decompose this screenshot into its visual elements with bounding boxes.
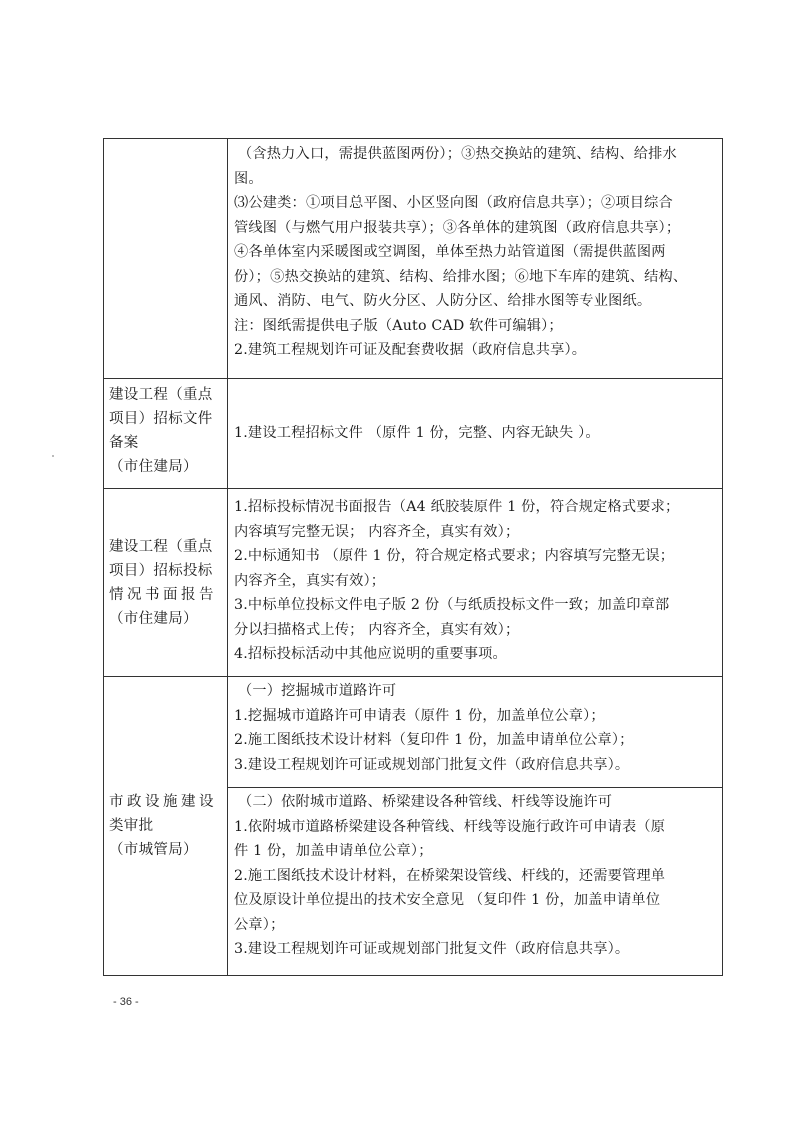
content-line: 1.挖掘城市道路许可申请表（原件 1 份，加盖单位公章）； [234, 707, 605, 724]
row-label-line: 情况书面报告 [109, 586, 217, 603]
section-heading: （一）挖掘城市道路许可 [238, 683, 397, 699]
content-line: 2.中标通知书 （原件 1 份，符合规定格式要求；内容填写完整无误； [234, 548, 675, 564]
content-line: 公章）； [234, 916, 285, 933]
content-line: 注：图纸需提供电子版（Auto CAD 软件可编辑）； [234, 317, 563, 334]
row-label-cell [104, 677, 228, 976]
row-content-cell [228, 139, 723, 379]
row-label-cell [104, 139, 228, 379]
row-label-line: 市政设施建设 [109, 794, 217, 810]
content-line: 通风、消防、电气、防火分区、人防分区、给排水图等专业图纸。 [234, 293, 652, 309]
content-line: 1.依附城市道路桥梁建设各种管线、杆线等设施行政许可申请表（原 [234, 818, 666, 835]
content-line: 3.建设工程规划许可证或规划部门批复文件（政府信息共享）。 [234, 941, 630, 957]
content-line: （含热力入口，需提供蓝图两份）；③热交换站的建筑、结构、给排水 [238, 146, 677, 162]
content-line: 件 1 份，加盖申请单位公章）； [234, 843, 433, 859]
row-label-line: 项目）招标投标 [109, 562, 213, 579]
row-label-line: （市住建局） [109, 459, 198, 475]
content-line: 3.中标单位投标文件电子版 2 份（与纸质投标文件一致；加盖印章部 [234, 597, 670, 613]
row-label-cell [104, 379, 228, 489]
row-content-cell [228, 379, 723, 489]
content-line: 位及原设计单位提出的技术安全意见 （复印件 1 份，加盖申请单位 [234, 892, 661, 908]
content-line: 内容齐全，真实有效）； [234, 572, 386, 589]
row-content-cell [228, 788, 723, 976]
content-line: 2.建筑工程规划许可证及配套费收据（政府信息共享）。 [234, 342, 587, 358]
content-line: 1.建设工程招标文件 （原件 1 份，完整、内容无缺失 ）。 [234, 425, 600, 442]
row-label-line: 项目）招标文件 [109, 411, 213, 427]
section-heading: （二）依附城市道路、桥梁建设各种管线、杆线等设施许可 [238, 794, 613, 810]
content-line: 1.招标投标情况书面报告（A4 纸胶装原件 1 份，符合规定格式要求； [234, 499, 680, 515]
content-line: 3.建设工程规划许可证或规划部门批复文件（政府信息共享）。 [234, 756, 630, 773]
row-label-line: 备案 [109, 435, 139, 451]
content-line: 分以扫描格式上传； 内容齐全，真实有效）； [234, 621, 520, 638]
table-row [104, 139, 723, 379]
table-row [104, 489, 723, 677]
scan-speck [52, 455, 54, 457]
content-line: 管线图（与燃气用户报装共享）；③各单体的建筑图（政府信息共享）； [234, 219, 681, 236]
content-line: 内容填写完整无误； 内容齐全，真实有效）； [234, 523, 520, 540]
content-line: ④各单体室内采暖图或空调图，单体至热力站管道图（需提供蓝图两 [234, 244, 666, 260]
content-line: 2.施工图纸技术设计材料，在桥梁架设管线、杆线的，还需要管理单 [234, 867, 666, 884]
row-content-cell [228, 489, 723, 677]
row-label-line: 建设工程（重点 [109, 538, 213, 555]
row-label-cell [104, 489, 228, 677]
content-line: 4.招标投标活动中其他应说明的重要事项。 [234, 646, 507, 662]
row-label-line: 类审批 [109, 818, 154, 834]
content-line: 图。 [234, 170, 263, 187]
row-label-line: （市住建局） [109, 610, 198, 627]
table-row [104, 677, 723, 788]
row-label-line: （市城管局） [109, 842, 198, 858]
row-content-cell [228, 677, 723, 788]
page-number: - 36 - [113, 996, 139, 1008]
row-label-line: 建设工程（重点 [109, 387, 213, 403]
content-line: 2.施工图纸技术设计材料（复印件 1 份，加盖申请单位公章）； [234, 732, 634, 748]
table-row [104, 379, 723, 489]
content-line: 份）；⑤热交换站的建筑、结构、给排水图；⑥地下车库的建筑、结构、 [234, 268, 688, 285]
content-line: ⑶公建类：①项目总平图、小区竖向图（政府信息共享）；②项目综合 [234, 195, 673, 211]
requirements-table [103, 138, 723, 976]
